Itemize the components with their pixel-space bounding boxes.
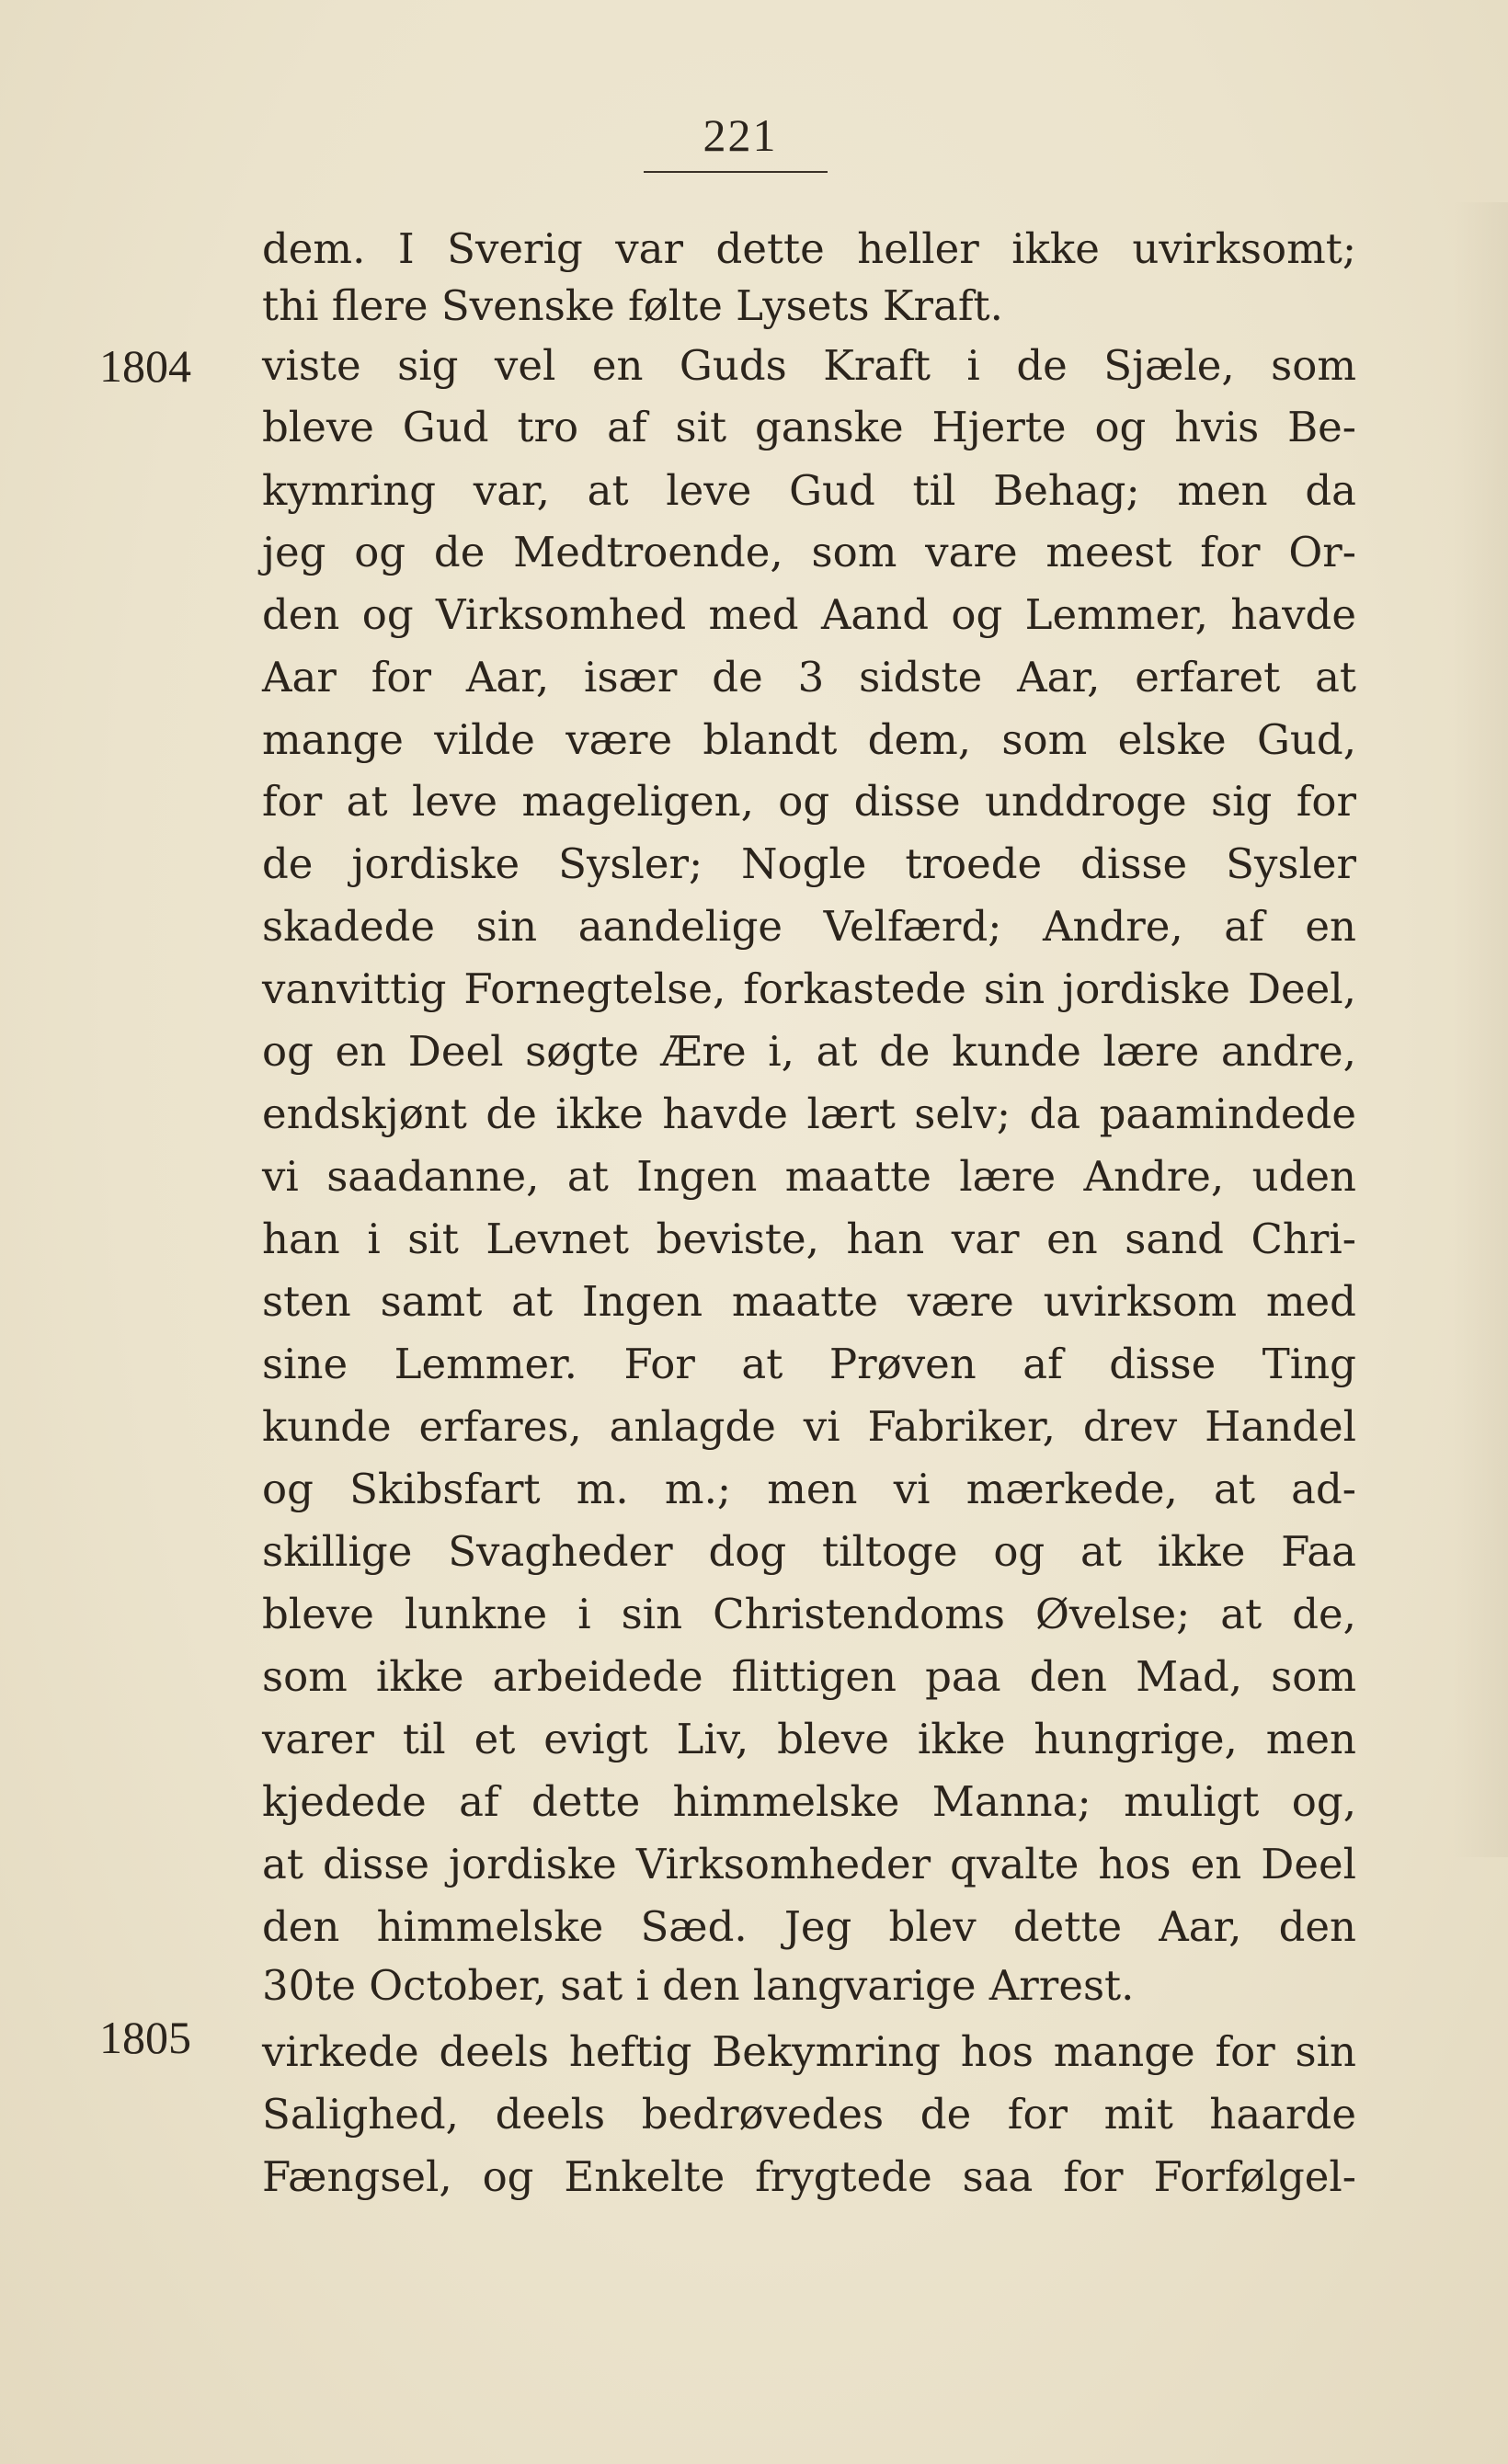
margin-year-1804: 1804	[99, 340, 191, 392]
page-number: 221	[703, 109, 778, 161]
text-line-3: viste sig vel en Guds Kraft i de Sjæle, som	[262, 341, 1356, 390]
text-line-20: kunde erfares, anlagde vi Fabriker, drev Handel	[262, 1402, 1356, 1451]
text-line-15: endskjønt de ikke havde lært selv; da paamindede	[262, 1089, 1356, 1138]
text-line-2: thi flere Svenske følte Lysets Kraft.	[262, 281, 1003, 330]
text-line-21: og Skibsfart m. m.; men vi mærkede, at ad-	[262, 1465, 1356, 1513]
margin-year-1805: 1805	[99, 2012, 191, 2063]
text-line-17: han i sit Levnet beviste, han var en sand Chri-	[262, 1215, 1356, 1263]
text-line-31: Salighed, deels bedrøvedes de for mit haarde	[262, 2090, 1356, 2139]
text-line-25: varer til et evigt Liv, bleve ikke hungrige, men	[262, 1715, 1356, 1763]
text-line-4: bleve Gud tro af sit ganske Hjerte og hvis Be-	[262, 403, 1356, 451]
text-line-1: dem. I Sverig var dette heller ikke uvirksomt;	[262, 224, 1356, 273]
text-line-8: Aar for Aar, især de 3 sidste Aar, erfaret at	[262, 653, 1356, 702]
text-line-6: jeg og de Medtroende, som vare meest for Or-	[262, 528, 1356, 576]
text-line-16: vi saadanne, at Ingen maatte lære Andre, uden	[262, 1152, 1356, 1201]
text-line-23: bleve lunkne i sin Christendoms Øvelse; at de,	[262, 1590, 1356, 1638]
text-line-5: kymring var, at leve Gud til Behag; men da	[262, 466, 1356, 515]
text-line-18: sten samt at Ingen maatte være uvirksom med	[262, 1277, 1356, 1326]
text-line-27: at disse jordiske Virksomheder qvalte hos en Deel	[262, 1840, 1356, 1888]
text-line-10: for at leve mageligen, og disse unddroge sig for	[262, 777, 1356, 826]
text-line-11: de jordiske Sysler; Nogle troede disse Sysler	[262, 839, 1356, 888]
text-line-14: og en Deel søgte Ære i, at de kunde lære andre,	[262, 1027, 1356, 1076]
text-line-9: mange vilde være blandt dem, som elske Gud,	[262, 715, 1356, 764]
page-edge-shadow	[1453, 202, 1508, 1857]
text-line-29: 30te October, sat i den langvarige Arrest.	[262, 1961, 1135, 2010]
text-line-7: den og Virksomhed med Aand og Lemmer, havde	[262, 590, 1356, 639]
header-rule	[644, 171, 828, 173]
text-line-26: kjedede af dette himmelske Manna; muligt og,	[262, 1777, 1356, 1826]
text-line-30: virkede deels heftig Bekymring hos mange for sin	[262, 2027, 1356, 2076]
text-line-22: skillige Svagheder dog tiltoge og at ikke Faa	[262, 1527, 1356, 1576]
text-line-12: skadede sin aandelige Velfærd; Andre, af en	[262, 902, 1356, 951]
text-line-13: vanvittig Fornegtelse, forkastede sin jordiske Deel,	[262, 964, 1356, 1013]
text-line-32: Fængsel, og Enkelte frygtede saa for Forfølgel-	[262, 2152, 1356, 2201]
text-line-24: som ikke arbeidede flittigen paa den Mad, som	[262, 1652, 1356, 1701]
text-line-28: den himmelske Sæd. Jeg blev dette Aar, den	[262, 1902, 1356, 1951]
text-line-19: sine Lemmer. For at Prøven af disse Ting	[262, 1340, 1356, 1388]
